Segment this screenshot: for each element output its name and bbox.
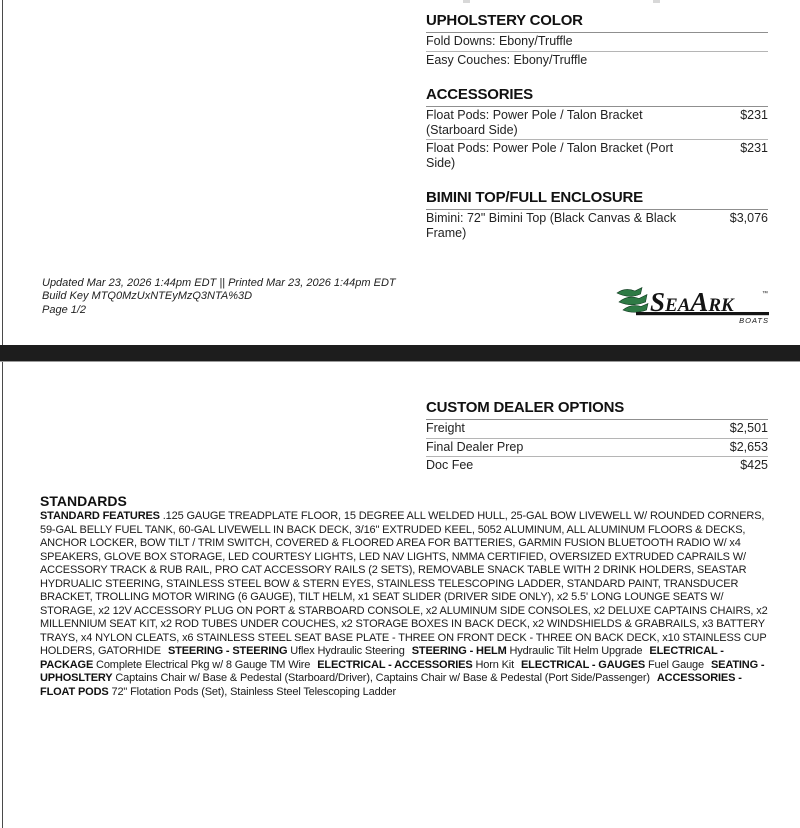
footer-page-number: Page 1/2 — [42, 303, 87, 316]
row-label: Doc Fee — [426, 458, 474, 472]
seaark-logo — [614, 282, 770, 324]
row-label: Float Pods: Power Pole / Talon Bracket (Port Side) — [426, 141, 674, 170]
footer-updated-printed: Updated Mar 23, 2026 1:44pm EDT || Printed Mar 23, 2026 1:44pm EDT — [42, 277, 396, 289]
standards-feature-text: Hydraulic Tilt Helm Upgrade — [506, 645, 643, 657]
fish-icon — [617, 288, 648, 313]
standards-feature-text: .125 GAUGE TREADPLATE FLOOR, 15 DEGREE ALL WELDED HULL, 25-GAL BOW LIVEWELL W/ ROUNDED CORNERS, 59-GAL BELLY FUEL TANK, 60-GAL LIVEWELL IN BACK DECK, 3/16" EXTRUDED KEEL, 5052 ALUMINUM, ALL ALUMINUM FLOORS & DECKS, ANCHOR LOCKER, BOW TILT / TRIM SWITCH, COVERED & FLOORED AREA FOR BATTERIES, GARMIN FUSION BLUETOOTH RADIO W/ x4 SPEAKERS, GLOVE BOX STORAGE, LED COURTESY LIGHTS, LED NAV LIGHTS, NMMA CERTIFIED, OVERSIZED EXTRUDED CAPRAILS W/ ACCESSORY TRACK & RUB RAIL, PRO CAT ACCESSORY RAILS (2 SETS), REMOVABLE SNACK TABLE WITH 2 DRINK HOLDERS, SEASTAR HYDRUALIC STEERING, STAINLESS STEEL BOW & STERN EYES, STAINLESS TELESCOPING LADDER, STANDARD PAINT, TRANSDUCER BRACKET, TROLLING MOTOR WIRING (6 GAUGE), TILT HELM, x1 SEAT SLIDER (DRIVER SIDE ONLY), x2 5.5' LONG LOUNGE SEATS W/ STORAGE, x2 12V ACCESSORY PLUG ON PORT & STARBOARD CONSOLE, x2 ALUMINUM SIDE CONSOLES, x2 DELUXE CAPTAINS CHAIRS, x2 MILLENNIUM SEAT KIT, x2 ROD TUBES UNDER COUCHES, x2 STORAGE BOXES IN BACK DECK, x2 WINDSHIELDS & GRABRAILS, x3 BATTERY TRAYS, x4 NYLON CLEATS, x6 STAINLESS STEEL SEAT BASE PLATE - THREE ON FRONT DECK - THREE ON BACK DECK, x10 STAINLESS CUP HOLDERS, GATORHIDE — [40, 510, 768, 657]
logo-brand-text: SeaArk — [650, 287, 734, 317]
standards-feature-text: Horn Kit — [472, 658, 514, 671]
row-price: $231 — [740, 141, 768, 155]
page-break-bar — [0, 345, 800, 362]
cropped-text-artifact — [463, 0, 470, 3]
page1-options-column — [426, 12, 768, 242]
standards-category-label: ACCESSORIES - FLOAT PODS — [40, 672, 742, 698]
row-price: $2,653 — [729, 439, 768, 454]
seaark-boats-logo-graphic — [614, 282, 770, 324]
standards-category-label: ELECTRICAL - PACKAGE — [40, 645, 724, 671]
row-price: $231 — [740, 108, 768, 122]
cropped-text-artifact — [653, 0, 660, 3]
row-label: Float Pods: Power Pole / Talon Bracket (Starboard Side) — [426, 108, 643, 137]
section-title: ACCESSORIES — [426, 86, 768, 107]
standards-category-label: ELECTRICAL - ACCESSORIES — [317, 658, 473, 671]
table-row — [426, 438, 768, 457]
row-price: $3,076 — [729, 211, 768, 225]
standards-category-label: SEATING - UPHOSLTERY — [40, 658, 765, 684]
table-row — [426, 456, 768, 475]
section-standards — [40, 493, 772, 699]
standards-paragraph — [40, 510, 772, 699]
standards-category-label: STEERING - STEERING — [167, 645, 288, 657]
row-price: $425 — [740, 458, 768, 472]
standards-category-label: STEERING - HELM — [411, 645, 507, 657]
section-upholstery-color — [426, 12, 768, 69]
row-label: Fold Downs: Ebony/Truffle — [426, 34, 573, 48]
section-title: UPHOLSTERY COLOR — [426, 12, 768, 33]
table-row — [426, 139, 768, 172]
table-row — [426, 51, 768, 70]
standards-feature-text: Uflex Hydraulic Steering — [287, 645, 405, 657]
page-footer — [42, 277, 396, 317]
standards-title: STANDARDS — [40, 493, 127, 509]
logo-trademark: ™ — [762, 291, 768, 297]
logo-tagline-text: BOATS — [739, 316, 769, 324]
row-label: Freight — [426, 421, 465, 435]
table-row — [426, 210, 768, 242]
section-custom-dealer-options — [426, 399, 768, 475]
footer-build-key: Build Key MTQ0MzUxNTEyMzQ3NTA%3D — [42, 290, 253, 303]
standards-feature-text: Fuel Gauge — [645, 658, 704, 671]
table-row — [426, 420, 768, 438]
row-label: Bimini: 72" Bimini Top (Black Canvas & Black Frame) — [426, 211, 677, 240]
table-row — [426, 33, 768, 51]
table-row — [426, 107, 768, 139]
page-left-border — [2, 0, 3, 828]
standards-feature-text: Complete Electrical Pkg w/ 8 Gauge TM Wire — [93, 658, 311, 671]
standards-feature-text: Captains Chair w/ Base & Pedestal (Starboard/Driver), Captains Chair w/ Base & Pedestal (Port Side/Passenger) — [112, 672, 650, 684]
section-title: CUSTOM DEALER OPTIONS — [426, 399, 768, 420]
section-bimini-top — [426, 189, 768, 242]
standards-category-label: STANDARD FEATURES — [40, 510, 160, 522]
section-title: BIMINI TOP/FULL ENCLOSURE — [426, 189, 768, 210]
row-label: Easy Couches: Ebony/Truffle — [426, 52, 588, 67]
standards-feature-text: 72" Flotation Pods (Set), Stainless Steel Telescoping Ladder — [108, 685, 397, 698]
row-label: Final Dealer Prep — [426, 439, 524, 454]
standards-category-label: ELECTRICAL - GAUGES — [521, 658, 646, 671]
row-price: $2,501 — [729, 421, 768, 435]
section-accessories — [426, 86, 768, 172]
